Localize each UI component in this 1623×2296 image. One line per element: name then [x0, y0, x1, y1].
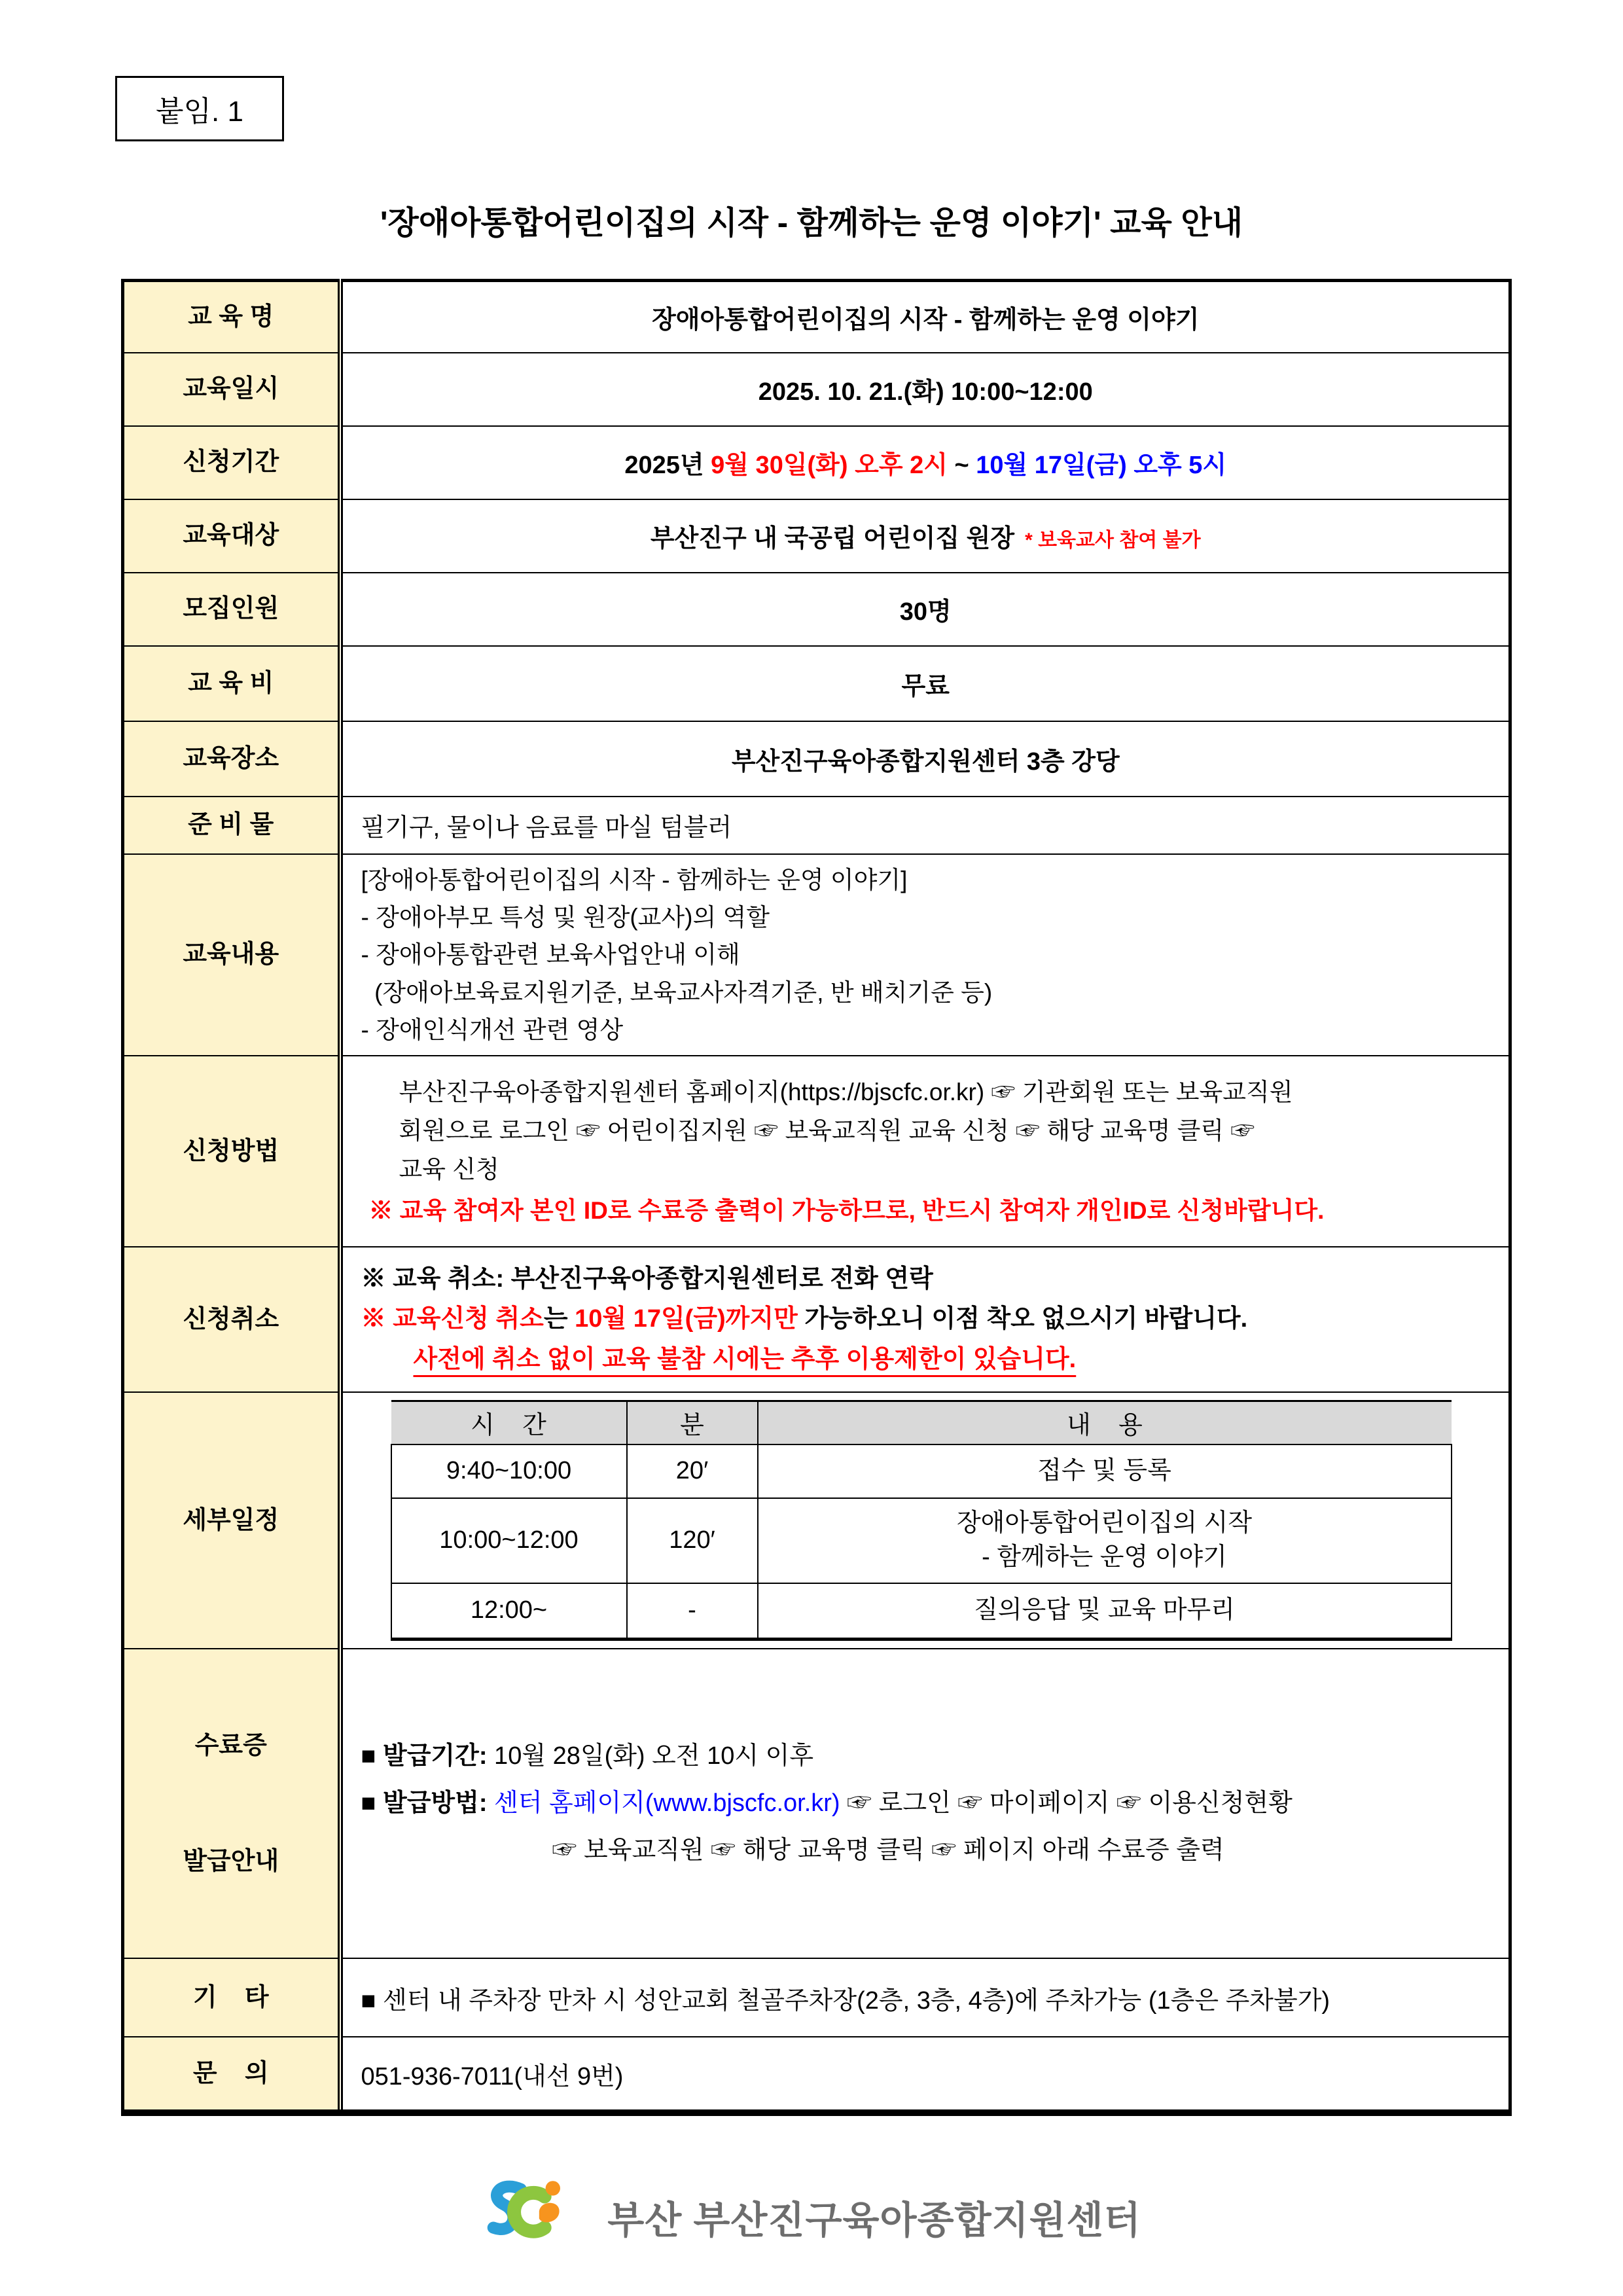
footer-logo — [0, 2178, 1623, 2255]
certificate-label-line1: 수료증 — [194, 1732, 267, 1759]
period-prefix: 2025년 — [624, 452, 711, 479]
content-line-2: - 장애아부모 특성 및 원장(교사)의 역할 — [361, 903, 770, 931]
target-main-text: 부산진구 내 국공립 어린이집 원장 — [650, 525, 1015, 552]
attachment-box — [115, 76, 284, 141]
row-venue — [123, 721, 1510, 797]
row-application-period — [123, 426, 1510, 499]
schedule-2-time: 10:00~12:00 — [391, 1498, 627, 1583]
schedule-value — [340, 1392, 1510, 1649]
footer-logo-text: 부산 부산진구육아종합지원센터 — [607, 2198, 1141, 2242]
row-contact — [123, 2037, 1510, 2113]
content-line-3: - 장애아통합관련 보육사업안내 이해 — [361, 941, 740, 969]
info-table — [121, 279, 1512, 2116]
schedule-1-time: 9:40~10:00 — [391, 1444, 627, 1498]
row-education-content — [123, 854, 1510, 1056]
certificate-method-line — [361, 1785, 1491, 1822]
content-line-5: - 장애인식개선 관련 영상 — [361, 1016, 624, 1043]
row-label-contact: 문 의 — [123, 2037, 340, 2113]
certificate-issue-value: 10월 28일(화) 오전 10시 이후 — [487, 1742, 814, 1770]
apply-id-warning: ※ 교육 참여자 본인 ID로 수료증 출력이 가능하므로, 반드시 참여자 개인ID로 신청바랍니다. — [368, 1197, 1325, 1225]
schedule-header-minutes: 분 — [627, 1401, 758, 1444]
row-label-apply-method: 신청방법 — [123, 1056, 340, 1247]
certificate-issue-title: ■ 발급기간: — [361, 1742, 488, 1770]
row-schedule — [123, 1392, 1510, 1649]
row-certificate — [123, 1649, 1510, 1958]
certificate-value — [340, 1649, 1510, 1958]
row-education-target — [123, 499, 1510, 573]
schedule-1-desc: 접수 및 등록 — [758, 1444, 1452, 1498]
certificate-label-line2: 발급안내 — [183, 1847, 279, 1875]
row-label-supplies: 준 비 물 — [123, 797, 340, 854]
supplies-value: 필기구, 물이나 음료를 마실 텀블러 — [340, 797, 1510, 854]
schedule-2-desc-line2: - 함께하는 운영 이야기 — [982, 1543, 1227, 1571]
etc-value: ■ 센터 내 주차장 만차 시 성안교회 철골주차장(2층, 3층, 4층)에 주차가능 (1층은 주차불가) — [340, 1958, 1510, 2037]
schedule-row-2 — [391, 1498, 1452, 1583]
certificate-method-title: ■ 발급방법: — [361, 1789, 488, 1818]
row-label-schedule: 세부일정 — [123, 1392, 340, 1649]
period-end: 10월 17일(금) 오후 5시 — [976, 452, 1227, 479]
fee-value: 무료 — [340, 646, 1510, 721]
content-line-1: [장애아통합어린이집의 시작 - 함께하는 운영 이야기] — [361, 866, 908, 893]
cancel-mark: ※ — [361, 1305, 393, 1333]
attachment-label: 붙임. 1 — [156, 96, 243, 128]
row-label-capacity: 모집인원 — [123, 573, 340, 646]
education-content-value — [340, 854, 1510, 1056]
row-education-name — [123, 281, 1510, 353]
certificate-method-rest: ☞ 로그인 ☞ 마이페이지 ☞ 이용신청현황 — [840, 1789, 1293, 1818]
row-apply-method — [123, 1056, 1510, 1247]
capacity-value: 30명 — [340, 573, 1510, 646]
row-label-etc: 기 타 — [123, 1958, 340, 2037]
cancel-black-1: 는 — [543, 1305, 575, 1333]
period-tilde: ~ — [947, 452, 976, 479]
center-logo-mark-icon — [482, 2178, 593, 2255]
education-name-value: 장애아통합어린이집의 시작 - 함께하는 운영 이야기 — [340, 281, 1510, 353]
page-title: '장애아통합어린이집의 시작 - 함께하는 운영 이야기' 교육 안내 — [380, 206, 1243, 241]
certificate-method-line2: ☞ 보육교직원 ☞ 해당 교육명 클릭 ☞ 페이지 아래 수료증 출력 — [552, 1837, 1224, 1865]
cancel-value — [340, 1247, 1510, 1392]
cancel-line-1: ※ 교육 취소: 부산진구육아종합지원센터로 전화 연락 — [361, 1265, 933, 1293]
target-restriction-note: * 보육교사 참여 불가 — [1025, 529, 1201, 551]
schedule-row-3 — [391, 1583, 1452, 1640]
cancel-red-2: 10월 17일(금)까지만 — [575, 1305, 798, 1333]
schedule-header-row — [391, 1401, 1452, 1444]
row-education-datetime — [123, 353, 1510, 426]
cancel-line-2 — [361, 1299, 1491, 1340]
content-line-4: (장애아보육료지원기준, 보육교사자격기준, 반 배치기준 등) — [361, 978, 993, 1006]
apply-line-2: 회원으로 로그인 ☞ 어린이집지원 ☞ 보육교직원 교육 신청 ☞ 해당 교육명 클릭 ☞ — [399, 1117, 1255, 1145]
row-supplies — [123, 797, 1510, 854]
schedule-row-1 — [391, 1444, 1452, 1498]
row-label-education-content: 교육내용 — [123, 854, 340, 1056]
apply-line-1: 부산진구육아종합지원센터 홈페이지(https://bjscfc.or.kr) ☞ 기관회원 또는 보육교직원 — [399, 1078, 1293, 1105]
apply-line-3: 교육 신청 — [399, 1156, 499, 1183]
row-label-venue: 교육장소 — [123, 721, 340, 797]
row-label-certificate — [123, 1649, 340, 1958]
schedule-3-time: 12:00~ — [391, 1583, 627, 1640]
row-label-education-name: 교 육 명 — [123, 281, 340, 353]
row-capacity — [123, 573, 1510, 646]
contact-phone-value: 051-936-7011(내선 9번) — [340, 2037, 1510, 2113]
cancel-black-2: 가능하오니 이점 착오 없으시기 바랍니다. — [797, 1305, 1248, 1333]
row-cancel — [123, 1247, 1510, 1392]
schedule-2-desc — [758, 1498, 1452, 1583]
schedule-table — [391, 1400, 1452, 1641]
schedule-3-minutes: - — [627, 1583, 758, 1640]
row-etc — [123, 1958, 1510, 2037]
row-label-fee: 교 육 비 — [123, 646, 340, 721]
cancel-penalty-warning: 사전에 취소 없이 교육 불참 시에는 추후 이용제한이 있습니다. — [413, 1345, 1077, 1373]
apply-method-value — [340, 1056, 1510, 1247]
schedule-2-desc-line1: 장애아통합어린이집의 시작 — [956, 1509, 1253, 1537]
row-label-cancel: 신청취소 — [123, 1247, 340, 1392]
education-datetime-value: 2025. 10. 21.(화) 10:00~12:00 — [340, 353, 1510, 426]
row-fee — [123, 646, 1510, 721]
certificate-method-link: 센터 홈페이지(www.bjscfc.or.kr) — [487, 1789, 840, 1818]
schedule-3-desc: 질의응답 및 교육 마무리 — [758, 1583, 1452, 1640]
period-start: 9월 30일(화) 오후 2시 — [711, 452, 948, 479]
schedule-header-time: 시 간 — [391, 1401, 627, 1444]
row-label-application-period: 신청기간 — [123, 426, 340, 499]
schedule-1-minutes: 20′ — [627, 1444, 758, 1498]
education-target-value — [340, 499, 1510, 573]
schedule-2-minutes: 120′ — [627, 1498, 758, 1583]
venue-value: 부산진구육아종합지원센터 3층 강당 — [340, 721, 1510, 797]
row-label-education-target: 교육대상 — [123, 499, 340, 573]
application-period-value — [340, 426, 1510, 499]
row-label-education-datetime: 교육일시 — [123, 353, 340, 426]
cancel-red-1: 교육신청 취소 — [393, 1305, 544, 1333]
schedule-header-desc: 내 용 — [758, 1401, 1452, 1444]
certificate-issue-line — [361, 1738, 1491, 1775]
